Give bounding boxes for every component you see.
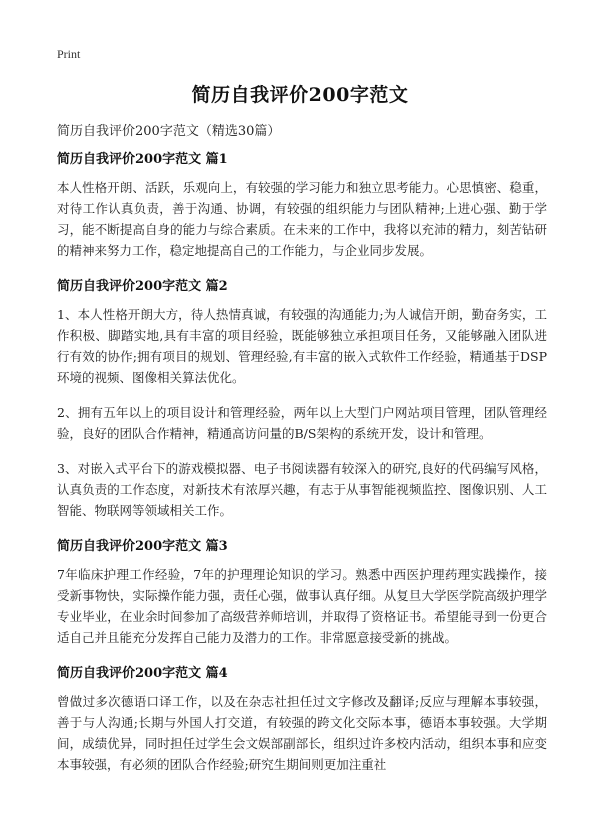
section-paragraph: 3、对嵌入式平台下的游戏模拟器、电子书阅读器有较深入的研究,良好的代码编写风格，认真负责的工作态度，对新技术有浓厚兴趣，有志于从事智能视频监控、图像识别、人工智能、物联网等领域相关工作。 — [57, 461, 547, 518]
section-3 — [57, 535, 547, 648]
section-paragraph: 2、拥有五年以上的项目设计和管理经验，两年以上大型门户网站项目管理，团队管理经验，良好的团队合作精神，精通高访问量的B/S架构的系统开发，设计和管理。 — [57, 405, 547, 441]
section-heading: 简历自我评价200字范文 篇1 — [57, 152, 228, 167]
print-label[interactable]: Print — [57, 47, 81, 61]
document-content — [57, 148, 547, 789]
section-4 — [57, 662, 547, 775]
section-heading: 简历自我评价200字范文 篇3 — [57, 539, 228, 554]
section-paragraph: 7年临床护理工作经验，7年的护理理论知识的学习。熟悉中西医护理药理实践操作，接受新事物快，实际操作能力强，责任心强，做事认真仔细。从复旦大学医学院高级护理学专业毕业，在业余时间参加了高级营养师培训，并取得了资格证书。希望能寻到一份更合适自己并且能充分发挥自己能力及潜力的工作。非常愿意接受新的挑战。 — [57, 567, 547, 645]
document-title: 简历自我评价200字范文 — [191, 84, 409, 106]
document-subtitle: 简历自我评价200字范文（精选30篇） — [57, 124, 281, 139]
section-paragraph: 本人性格开朗、活跃，乐观向上，有较强的学习能力和独立思考能力。心思慎密、稳重，对待工作认真负责，善于沟通、协调，有较强的组织能力与团队精神;上进心强、勤于学习，能不断提高自身的能力与综合素质。在未来的工作中，我将以充沛的精力，刻苦钻研的精神来努力工作，稳定地提高自己的工作能力，与企业同步发展。 — [57, 180, 547, 258]
section-paragraph: 1、本人性格开朗大方，待人热情真诚，有较强的沟通能力;为人诚信开朗，勤奋务实，工作积极、脚踏实地,具有丰富的项目经验，既能够独立承担项目任务，又能够融入团队进行有效的协作;拥有项目的规划、管理经验,有丰富的嵌入式软件工作经验，精通基于DSP环境的视频、图像相关算法优化。 — [57, 307, 547, 385]
section-2 — [57, 275, 547, 521]
section-heading: 简历自我评价200字范文 篇2 — [57, 279, 228, 294]
section-heading: 简历自我评价200字范文 篇4 — [57, 666, 228, 681]
section-1 — [57, 148, 547, 261]
section-paragraph: 曾做过多次德语口译工作，以及在杂志社担任过文字修改及翻译;反应与理解本事较强，善于与人沟通;长期与外国人打交道，有较强的跨文化交际本事，德语本事较强。大学期间，成绩优异，同时担任过学生会文娱部副部长，组织过许多校内活动，组织本事和应变本事较强，有必须的团队合作经验;研究生期间则更加注重社 — [57, 694, 547, 772]
